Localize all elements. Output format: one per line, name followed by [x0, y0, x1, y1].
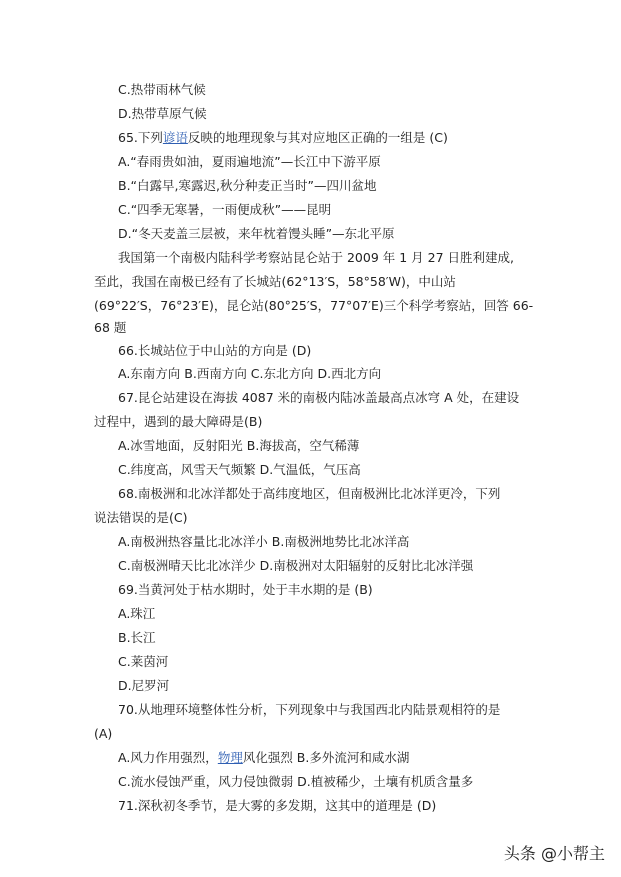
watermark-text: 头条 @小帮主 [503, 844, 605, 863]
option-line: B.“白露早,寒露迟,秋分种麦正当时”—四川盆地 [118, 178, 377, 193]
option-line: C.纬度高，风雪天气频繁 D.气温低，气压高 [118, 462, 361, 477]
option-line: A.东南方向 B.西南方向 C.东北方向 D.西北方向 [118, 366, 382, 381]
passage-line: 我国第一个南极内陆科学考察站昆仑站于 2009 年 1 月 27 日胜利建成, [118, 250, 514, 265]
option-line: C.“四季无寒暑，一雨便成秋”——昆明 [118, 202, 332, 217]
option-line: A.南极洲热容量比北冰洋小 B.南极洲地势比北冰洋高 [118, 534, 410, 549]
question-70: 70.从地理环境整体性分析，下列现象中与我国西北内陆景观相符的是 [118, 702, 501, 717]
question-69: 69.当黄河处于枯水期时，处于丰水期的是 (B) [118, 582, 373, 597]
question-67-cont: 过程中，遇到的最大障碍是(B) [94, 414, 263, 429]
question-70-cont: (A) [94, 726, 113, 741]
option-line: C.热带雨林气候 [118, 82, 206, 97]
passage-line: 68 题 [94, 320, 127, 335]
option-line: D.“冬天麦盖三层被，来年枕着馒头睡”—东北平原 [118, 226, 395, 241]
keyword-link[interactable]: 物理 [217, 750, 243, 765]
option-line: D.热带草原气候 [118, 106, 207, 121]
question-68: 68.南极洲和北冰洋都处于高纬度地区，但南极洲比北冰洋更冷，下列 [118, 486, 501, 501]
keyword-link[interactable]: 谚语 [162, 130, 188, 145]
passage-line: 至此，我国在南极已经有了长城站(62°13′S，58°58′W)，中山站 [94, 274, 456, 289]
question-text: 65.下列 [118, 130, 163, 145]
passage-line: (69°22′S，76°23′E)，昆仑站(80°25′S，77°07′E)三个科学考察站，回答 66- [94, 298, 534, 313]
option-line: A.珠江 [118, 606, 156, 621]
option-line: A.“春雨贵如油，夏雨遍地流”—长江中下游平原 [118, 154, 381, 169]
option-line: D.尼罗河 [118, 678, 170, 693]
question-67: 67.昆仑站建设在海拔 4087 米的南极内陆冰盖最高点冰穹 A 处，在建设 [118, 390, 520, 405]
question-65 [118, 128, 448, 148]
option-text: 风化强烈 B.多外流河和咸水湖 [242, 750, 410, 765]
option-text: A.风力作用强烈， [118, 750, 218, 765]
option-line [118, 748, 409, 768]
option-line: B.长江 [118, 630, 156, 645]
option-line: C.莱茵河 [118, 654, 169, 669]
question-66: 66.长城站位于中山站的方向是 (D) [118, 343, 312, 358]
option-line: A.冰雪地面，反射阳光 B.海拔高，空气稀薄 [118, 438, 360, 453]
option-line: C.流水侵蚀严重，风力侵蚀微弱 D.植被稀少，土壤有机质含量多 [118, 774, 474, 789]
question-68-cont: 说法错误的是(C) [94, 510, 188, 525]
question-text: 反映的地理现象与其对应地区正确的一组是 (C) [187, 130, 448, 145]
question-71: 71.深秋初冬季节，是大雾的多发期，这其中的道理是 (D) [118, 798, 437, 813]
option-line: C.南极洲晴天比北冰洋少 D.南极洲对太阳辐射的反射比北冰洋强 [118, 558, 474, 573]
